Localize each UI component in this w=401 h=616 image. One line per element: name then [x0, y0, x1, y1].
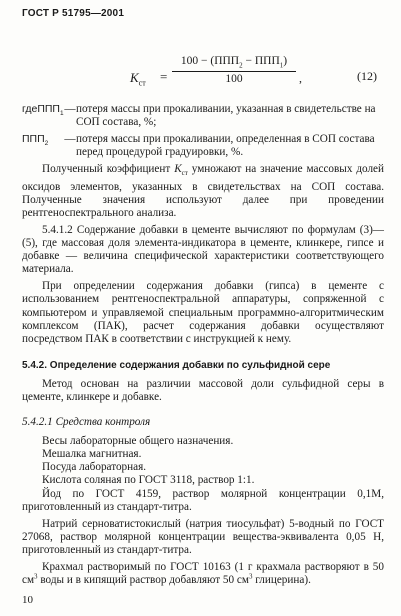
list-item: Мешалка магнитная.: [42, 448, 142, 461]
formula-denominator: 100: [225, 73, 243, 86]
formula-comma: ,: [299, 71, 302, 85]
definition-ppp2: $ППП_2$ — потеря массы при прокаливании, определенная в СОП состава перед процедурой градуировки, %.: [22, 133, 375, 159]
list-item: Весы лабораторные общего назначения.: [42, 435, 234, 448]
list-item: Натрий серноватистокислый (натрия тиосульфат) 5-водный по ГОСТ 27068, раствор молярной концентрации вещества-эквивалента 0,05 Н, приготовленный из стандарт-титра.: [22, 517, 384, 556]
paragraph-5-4-1-2: 5.4.1.2 Содержание добавки в цементе вычисляют по формулам (3)—(5), где массовая доля элемента-индикатора в цементе, клинкере, гипсе и добавке — величина специфической характеристики соответствующего материала.: [22, 223, 384, 276]
running-header: ГОСТ Р 51795—2001: [22, 8, 125, 19]
fraction-bar: [172, 71, 296, 72]
section-heading-5-4-2: 5.4.2. Определение содержания добавки по сульфидной сере: [22, 359, 331, 371]
list-item: Кислота соляная по ГОСТ 3118, раствор 1:1.: [42, 474, 255, 487]
list-item-starch: Крахмал растворимый по ГОСТ 10163 (1 г крахмала растворяют в 50 $см^3$ воды и в кипящий раствор добавляют 50 $см^3$ глицерина).: [22, 561, 384, 587]
paragraph-coefficient: Полученный коэффициент $K_{ст}$ умножают на значение массовых долей оксидов элементов, указанных в свидетельствах на СОП состава. Полученные значения используют далее при проведении рентгеноспектрального анализа.: [22, 163, 385, 219]
formula-12: [0, 55, 401, 101]
list-item: Йод по ГОСТ 4159, раствор молярной концентрации 0,1М, приготовленный из стандарт-титра.: [22, 487, 384, 513]
formula-number: (12): [357, 69, 377, 83]
page-number: 10: [22, 594, 33, 606]
definition-ppp1: гдеППП$_1$ — потеря массы при прокаливании, указанная в свидетельстве на СОП состава, %;: [22, 103, 376, 129]
formula-numerator: $100 - (ППП_2 - ППП_1)$: [180, 55, 288, 70]
formula-fraction: [172, 55, 296, 85]
subsection-heading-5-4-2-1: 5.4.2.1 Средства контроля: [22, 416, 151, 429]
formula-lhs: $K_{ст}$: [130, 70, 146, 88]
paragraph-pak: При определении содержания добавки (гипса) в цементе с использованием рентгеноспектральной аппаратуры, сопряженной с компьютером и управляемой специальным программно-алгоритмическим комплексом (ПАК), расчет содержания добавки осуществляют посредством ПАК в соответствии с инструкцией к нему.: [22, 280, 384, 345]
body-text: [22, 103, 384, 587]
formula-equals: =: [160, 69, 168, 84]
paragraph-method: Метод основан на различии массовой доли сульфидной серы в цементе, клинкере и добавке.: [22, 377, 384, 404]
list-item: Посуда лабораторная.: [42, 461, 147, 474]
